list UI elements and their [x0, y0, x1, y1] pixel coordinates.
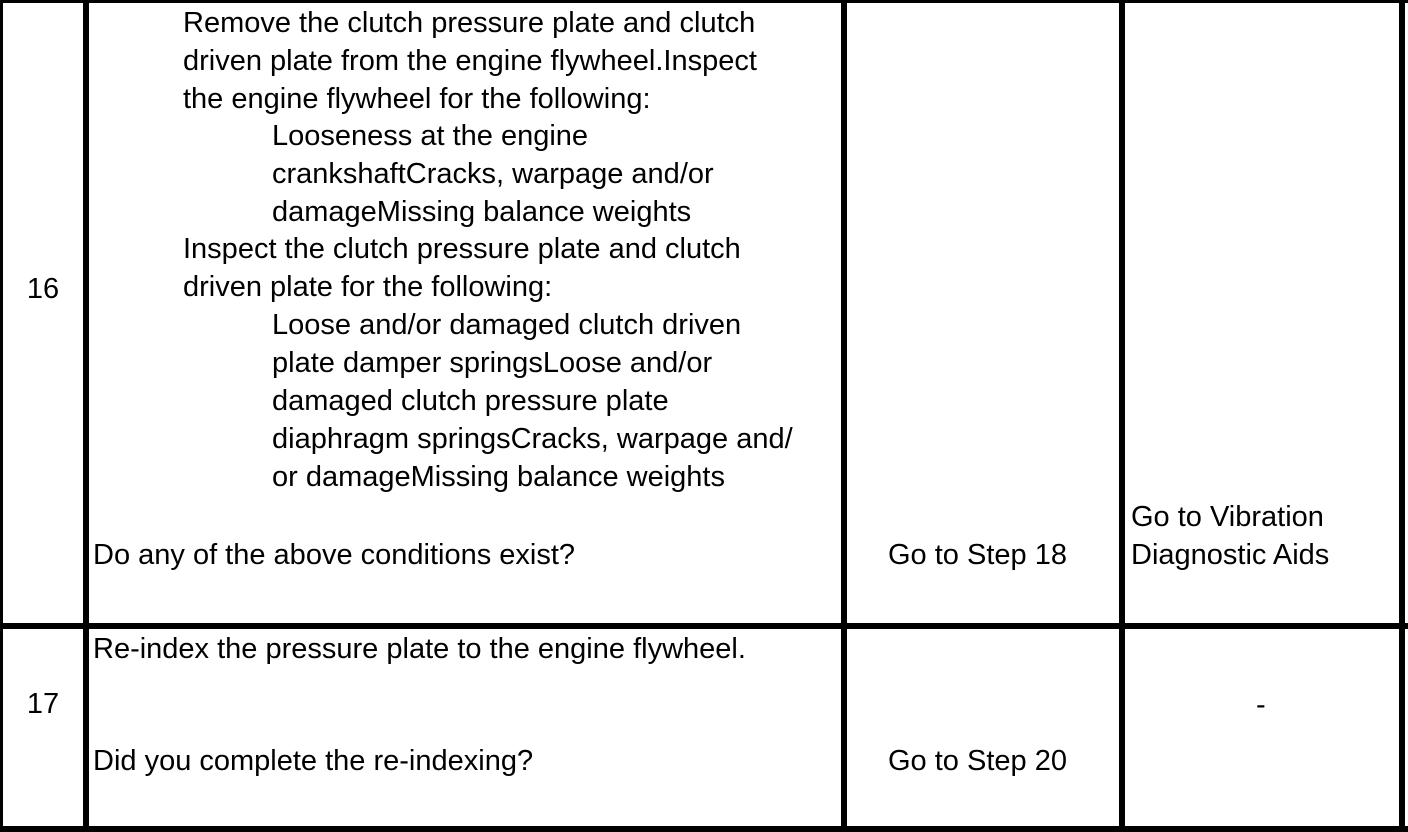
- check-line: damageMissing balance weights: [272, 196, 692, 228]
- step-question: Did you complete the re-indexing?: [93, 745, 534, 777]
- inspect-line: Inspect the clutch pressure plate and clutch: [183, 233, 741, 265]
- step-question: Do any of the above conditions exist?: [93, 539, 576, 571]
- check-line: diaphragm springsCracks, warpage and/: [272, 423, 793, 455]
- action-line: the engine flywheel for the following:: [183, 83, 651, 115]
- table-right-border: [1399, 0, 1405, 832]
- flywheel-check-list: [272, 117, 714, 231]
- check-line: or damageMissing balance weights: [272, 461, 725, 493]
- action-line: driven plate from the engine flywheel.Inspect: [183, 45, 757, 77]
- inspect-instruction: [183, 230, 741, 306]
- no-result: -: [1256, 689, 1266, 721]
- inspect-line: driven plate for the following:: [183, 271, 553, 303]
- check-line: Looseness at the engine: [272, 120, 589, 152]
- check-line: Loose and/or damaged clutch driven: [272, 309, 742, 341]
- step-number: 16: [26, 273, 60, 305]
- no-result: [1131, 498, 1329, 574]
- no-result-line: Diagnostic Aids: [1131, 539, 1330, 571]
- no-result-line: Go to Vibration: [1131, 501, 1324, 533]
- check-line: crankshaftCracks, warpage and/or: [272, 158, 714, 190]
- check-line: damaged clutch pressure plate: [272, 385, 669, 417]
- table-top-border: [0, 0, 1408, 3]
- action-intro: [183, 4, 757, 118]
- yes-result: Go to Step 18: [888, 539, 1067, 571]
- check-line: plate damper springsLoose and/or: [272, 347, 713, 379]
- yes-result: Go to Step 20: [888, 745, 1067, 777]
- action-line: Remove the clutch pressure plate and clutch: [183, 7, 756, 39]
- no-column-divider: [1119, 0, 1125, 832]
- step-number: 17: [26, 688, 60, 720]
- row-divider: [0, 623, 1408, 629]
- plate-check-list: [272, 306, 793, 496]
- action-text: Re-index the pressure plate to the engine flywheel.: [93, 633, 746, 665]
- table-bottom-border: [0, 826, 1408, 832]
- yes-column-divider: [841, 0, 847, 832]
